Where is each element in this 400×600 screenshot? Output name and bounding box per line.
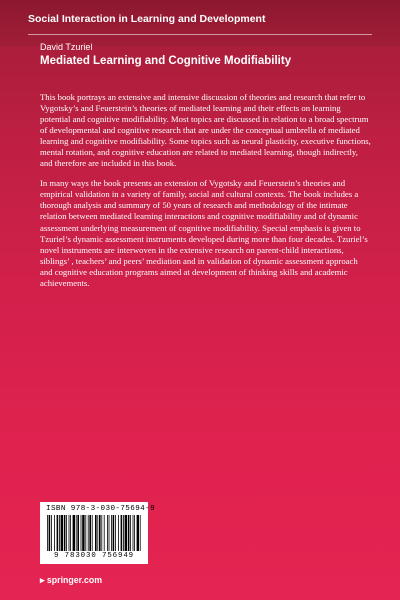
author-name: David Tzuriel — [40, 42, 93, 52]
book-title: Mediated Learning and Cognitive Modifiability — [40, 55, 292, 67]
barcode-bars — [46, 515, 142, 551]
description-paragraph-2: In many ways the book presents an extension of Vygotsky and Feuerstein’s theories and empirical validation in a variety of family, social and cultural contexts. The book includes a thorough analysis and summary of 50 years of research and methodology of the intimate relation between mediated learning interactions and cognitive modifiability and of dynamic assessment underlying measurement of cognitive modifiability. Special emphasis is given to Tzuriel’s dynamic assessment instruments developed during more than four decades. Tzuriel’s novel instruments are interwoven in the extensive research on parent-child interactions, siblings’ , teachers’ and peers’ mediation and in validation of dynamic assessment approach and cognitive education programs aimed at development of thinking skills and academic achievements. — [40, 178, 368, 288]
isbn-label: ISBN 978-3-030-75694-9 — [46, 505, 156, 513]
isbn-barcode — [40, 502, 156, 564]
description-paragraph-1: This book portrays an extensive and intensive discussion of theories and research that refer to Vygotsky’s and Feuerstein’s theories of mediated learning and their effects on learning potential and cognitive modifiability. Most topics are discussed in relation to a broad spectrum of developmental and cognitive research that are under the conceptual umbrella of mediated learning and cognitive modifiability. Some topics such as neural plasticity, executive functions, mental rotation, and cognitive education are related to mediated learning, though indirectly, and therefore are included in this book. — [40, 92, 371, 169]
series-title: Social Interaction in Learning and Development — [28, 13, 266, 25]
publisher-link-label: springer.com — [46, 575, 103, 585]
description-text — [40, 92, 371, 298]
header-rule — [28, 34, 372, 35]
arrow-icon: ▸ — [40, 575, 45, 585]
barcode-digits: 9 783030 756949 — [53, 552, 135, 560]
publisher-link[interactable] — [40, 575, 102, 586]
